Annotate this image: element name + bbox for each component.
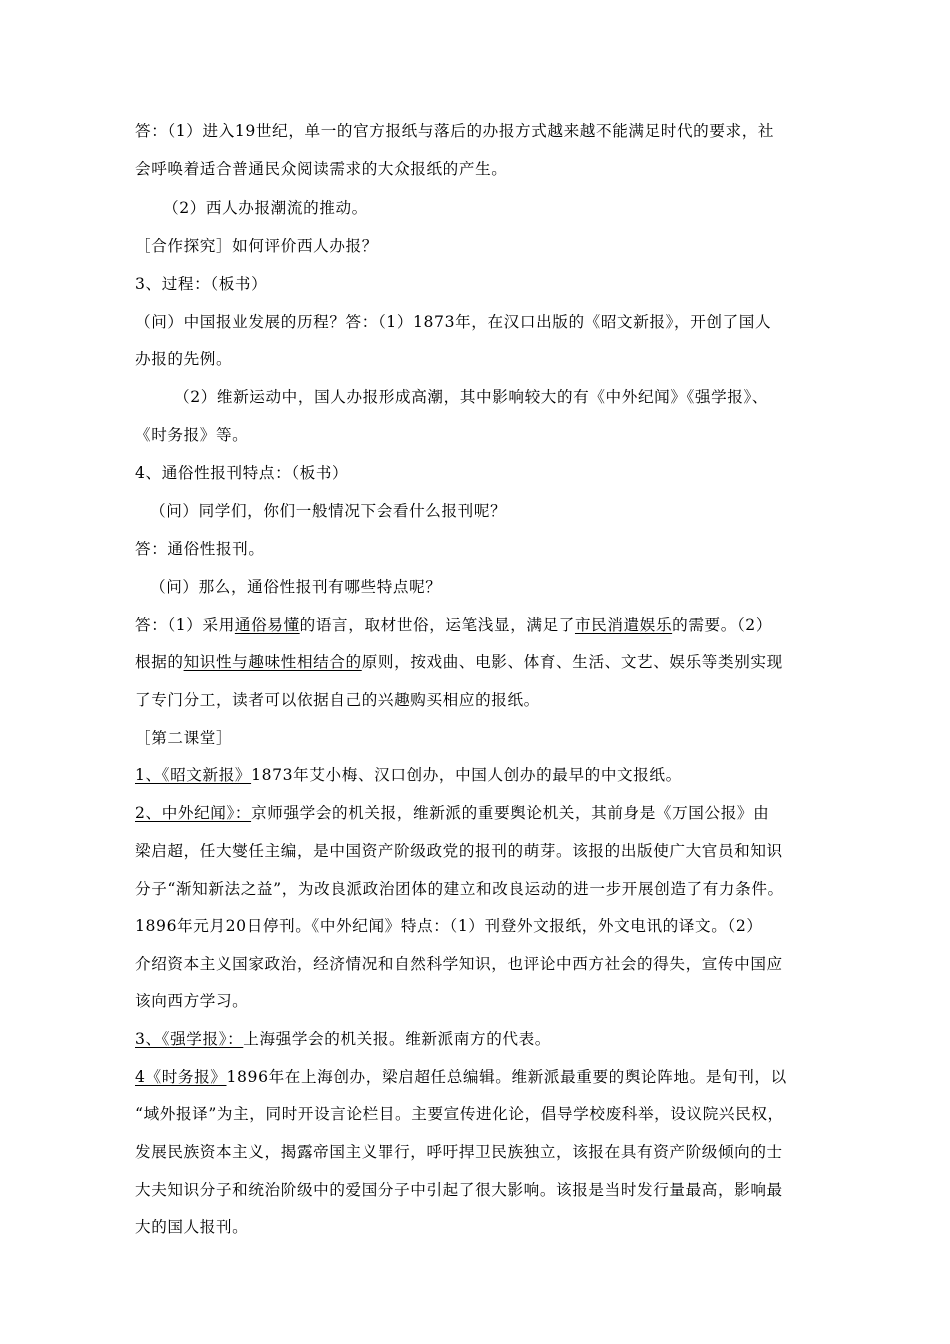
underlined-text: 知识性与趣味性相结合的 bbox=[183, 653, 362, 671]
text-line: （2）维新运动中，国人办报形成高潮，其中影响较大的有《中外纪闻》《强学报》、 bbox=[174, 388, 769, 406]
section-heading: ［合作探究］如何评价西人办报？ bbox=[135, 237, 378, 255]
underlined-text: 1、《昭文新报》 bbox=[135, 766, 252, 784]
text-line: 会呼唤着适合普通民众阅读需求的大众报纸的产生。 bbox=[135, 160, 508, 178]
text-line bbox=[135, 615, 772, 635]
text-run: 根据的 bbox=[135, 653, 184, 671]
text-line: 该向西方学习。 bbox=[135, 992, 249, 1010]
text-line: （问）那么，通俗性报刊有哪些特点呢？ bbox=[150, 578, 442, 596]
text-line: 答：通俗性报刊。 bbox=[135, 540, 265, 558]
text-line: 发展民族资本主义，揭露帝国主义罪行，呼吁捍卫民族独立，该报在具有资产阶级倾向的士 bbox=[135, 1143, 783, 1161]
text-line: 梁启超，任大燮任主编，是中国资产阶级政党的报刊的萌芽。该报的出版使广大官员和知识 bbox=[135, 842, 783, 860]
underlined-text: 通俗易懂 bbox=[234, 616, 300, 634]
underlined-text: 4《时务报》 bbox=[135, 1068, 227, 1086]
text-line: 大的国人报刊。 bbox=[135, 1218, 249, 1236]
text-line: 1896年元月20日停刊。《中外纪闻》特点：（1）刊登外文报纸，外文电讯的译文。（2） bbox=[135, 917, 763, 935]
text-line bbox=[135, 652, 783, 672]
text-line: 3、过程：（板书） bbox=[135, 275, 268, 293]
text-line bbox=[135, 1029, 551, 1049]
text-line: “域外报译”为主，同时开设言论栏目。主要宣传进化论，倡导学校废科举，设议院兴民权， bbox=[135, 1105, 784, 1123]
text-run: 上海强学会的机关报。维新派南方的代表。 bbox=[243, 1030, 551, 1048]
text-line bbox=[135, 1067, 787, 1087]
text-line: 《时务报》等。 bbox=[135, 426, 249, 444]
text-line bbox=[135, 803, 769, 823]
text-line: （2）西人办报潮流的推动。 bbox=[163, 199, 368, 217]
underlined-text: 2、中外纪闻》： bbox=[135, 804, 252, 822]
text-line: 介绍资本主义国家政治，经济情况和自然科学知识，也评论中西方社会的得失，宣传中国应 bbox=[135, 955, 783, 973]
section-heading: ［第二课堂］ bbox=[135, 729, 233, 747]
underlined-text: 市民消遣娱乐 bbox=[574, 616, 673, 634]
text-run: 京师强学会的机关报，维新派的重要舆论机关，其前身是《万国公报》由 bbox=[251, 804, 770, 822]
text-line: （问）中国报业发展的历程？答：（1）1873年，在汉口出版的《昭文新报》，开创了国人 bbox=[135, 313, 772, 331]
underlined-text: 3、《强学报》： bbox=[135, 1030, 244, 1048]
text-line: 分子“渐知新法之益”，为改良派政治团体的建立和改良运动的进一步开展创造了有力条件。 bbox=[135, 880, 784, 898]
text-run: 原则，按戏曲、电影、体育、生活、文艺、娱乐等类别实现 bbox=[361, 653, 783, 671]
text-line bbox=[135, 765, 682, 785]
text-line: 4、通俗性报刊特点：（板书） bbox=[135, 464, 349, 482]
text-run: 的需要。（2） bbox=[672, 616, 773, 634]
text-line: 答：（1）进入19世纪，单一的官方报纸与落后的办报方式越来越不能满足时代的要求，社 bbox=[135, 122, 775, 140]
text-line: 大夫知识分子和统治阶级中的爱国分子中引起了很大影响。该报是当时发行量最高，影响最 bbox=[135, 1181, 783, 1199]
text-run: 的语言，取材世俗，运笔浅显，满足了 bbox=[299, 616, 575, 634]
text-run: 1873年艾小梅、汉口创办，中国人创办的最早的中文报纸。 bbox=[251, 766, 682, 784]
text-run: 1896年在上海创办，梁启超任总编辑。维新派最重要的舆论阵地。是旬刊，以 bbox=[226, 1068, 787, 1086]
text-run: 答：（1）采用 bbox=[135, 616, 235, 634]
text-line: 办报的先例。 bbox=[135, 350, 233, 368]
text-line: （问）同学们，你们一般情况下会看什么报刊呢？ bbox=[150, 502, 507, 520]
text-line: 了专门分工，读者可以依据自己的兴趣购买相应的报纸。 bbox=[135, 691, 540, 709]
